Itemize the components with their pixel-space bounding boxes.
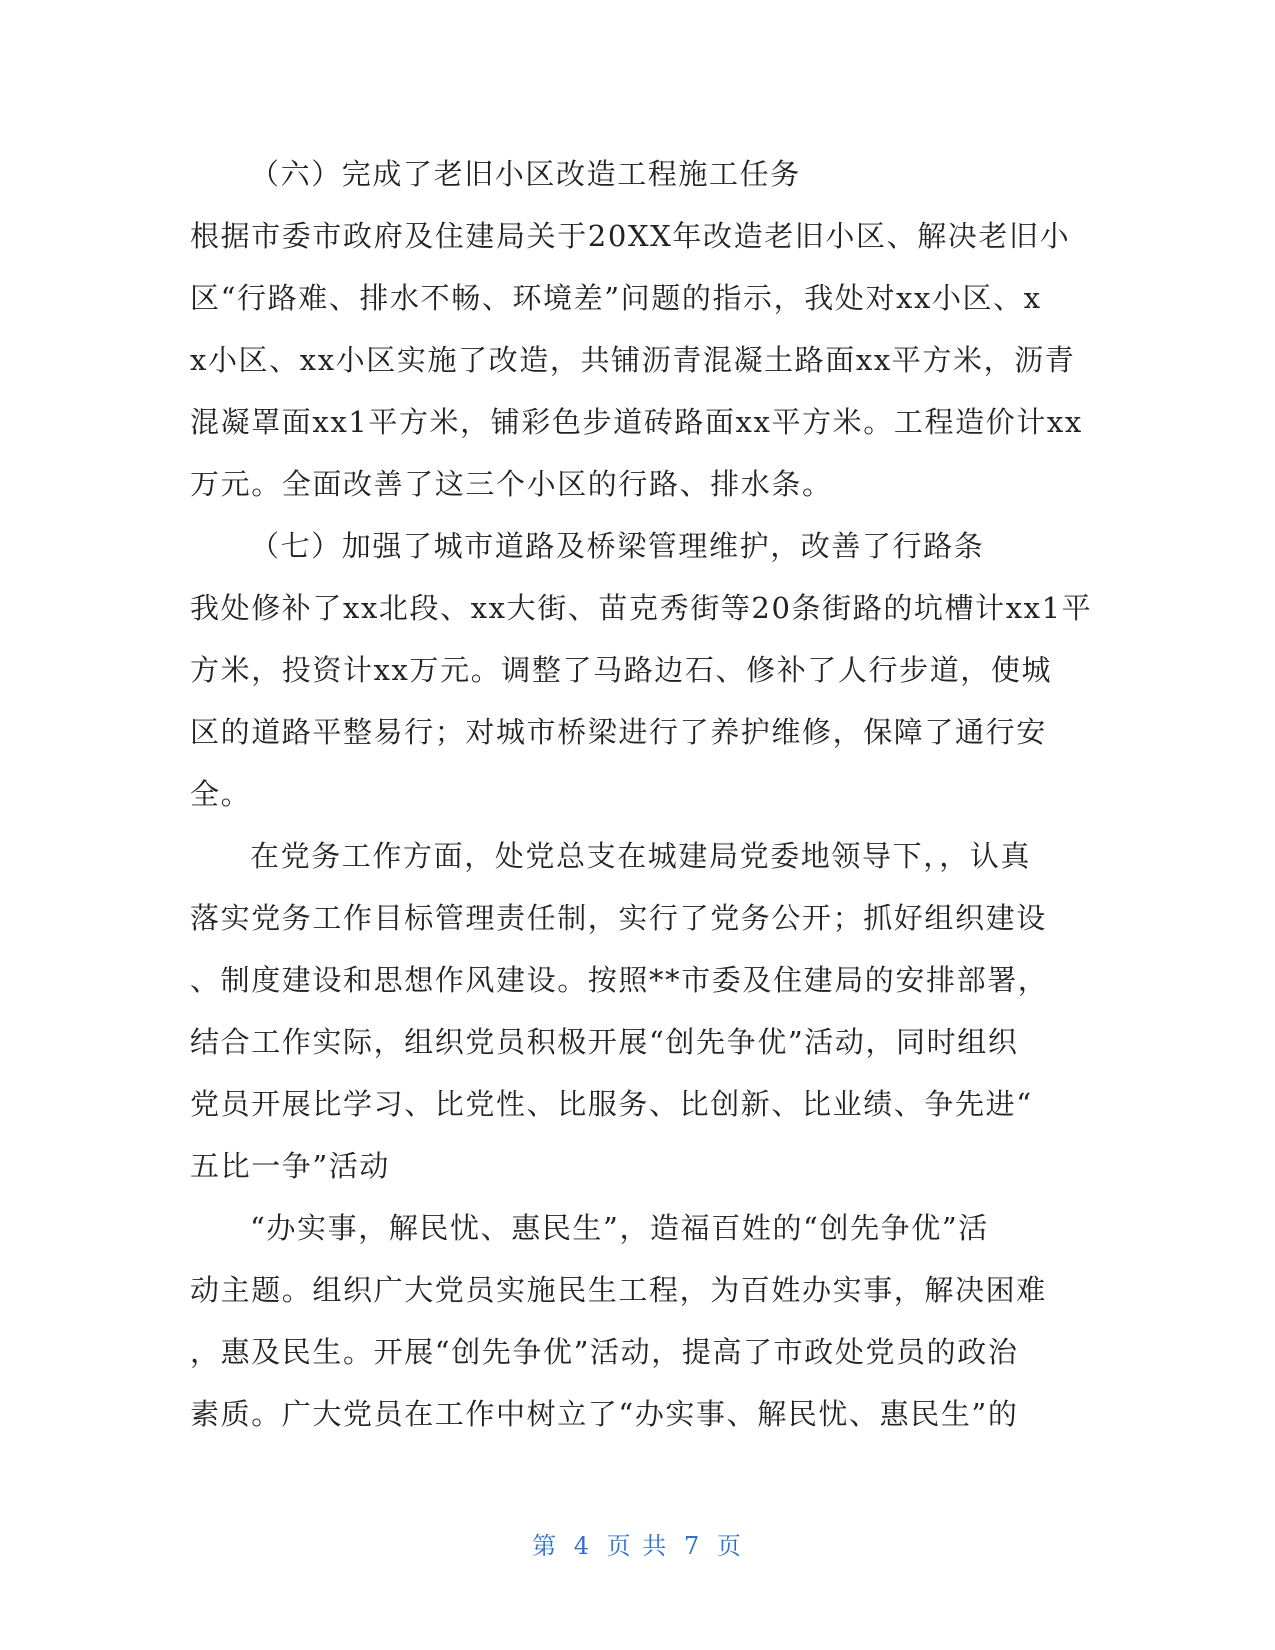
paragraph-line: 我处修补了xx北段、xx大街、苗克秀街等20条街路的坑槽计xx1平 <box>190 591 1093 625</box>
page-footer <box>0 1526 1275 1561</box>
footer-middle: 页 共 <box>606 1532 669 1560</box>
paragraph-line: 五比一争”活动 <box>190 1149 391 1183</box>
paragraph-line: 、制度建设和思想作风建设。按照**市委及住建局的安排部署， <box>190 963 1049 997</box>
paragraph-line: 全。 <box>190 777 252 811</box>
paragraph-line: x小区、xx小区实施了改造，共铺沥青混凝土路面xx平方米，沥青 <box>190 343 1076 377</box>
paragraph-line: 根据市委市政府及住建局关于20XX年改造老旧小区、解决老旧小 <box>190 219 1071 253</box>
paragraph-line: ，惠及民生。开展“创先争优”活动，提高了市政处党员的政治 <box>190 1335 1019 1369</box>
footer-suffix: 页 <box>716 1532 743 1560</box>
paragraph-line: 结合工作实际，组织党员积极开展“创先争优”活动，同时组织 <box>190 1025 1019 1059</box>
paragraph-line: 区“行路难、排水不畅、环境差”问题的指示，我处对xx小区、x <box>190 281 1042 315</box>
paragraph-line: “办实事，解民忧、惠民生”，造福百姓的“创先争优”活 <box>250 1211 989 1245</box>
section-heading-six: （六）完成了老旧小区改造工程施工任务 <box>250 157 801 191</box>
paragraph-line: 落实党务工作目标管理责任制，实行了党务公开；抓好组织建设 <box>190 901 1047 935</box>
footer-prefix: 第 <box>532 1532 559 1560</box>
paragraph-line: 区的道路平整易行；对城市桥梁进行了养护维修，保障了通行安 <box>190 715 1047 749</box>
paragraph-line: 动主题。组织广大党员实施民生工程，为百姓办实事，解决困难 <box>190 1273 1047 1307</box>
paragraph-line: 素质。广大党员在工作中树立了“办实事、解民忧、惠民生”的 <box>190 1397 1019 1431</box>
paragraph-line: 方米，投资计xx万元。调整了马路边石、修补了人行步道，使城 <box>190 653 1053 687</box>
paragraph-line: 在党务工作方面，处党总支在城建局党委地领导下，，认真 <box>250 839 1032 873</box>
footer-page-current: 4 <box>573 1532 592 1560</box>
section-heading-seven: （七）加强了城市道路及桥梁管理维护，改善了行路条 <box>250 529 985 563</box>
footer-page-total: 7 <box>683 1532 702 1560</box>
paragraph-line: 党员开展比学习、比党性、比服务、比创新、比业绩、争先进“ <box>190 1087 1033 1121</box>
paragraph-line: 万元。全面改善了这三个小区的行路、排水条。 <box>190 467 833 501</box>
document-body <box>190 143 1093 1445</box>
paragraph-line: 混凝罩面xx1平方米，铺彩色步道砖路面xx平方米。工程造价计xx <box>190 405 1083 439</box>
